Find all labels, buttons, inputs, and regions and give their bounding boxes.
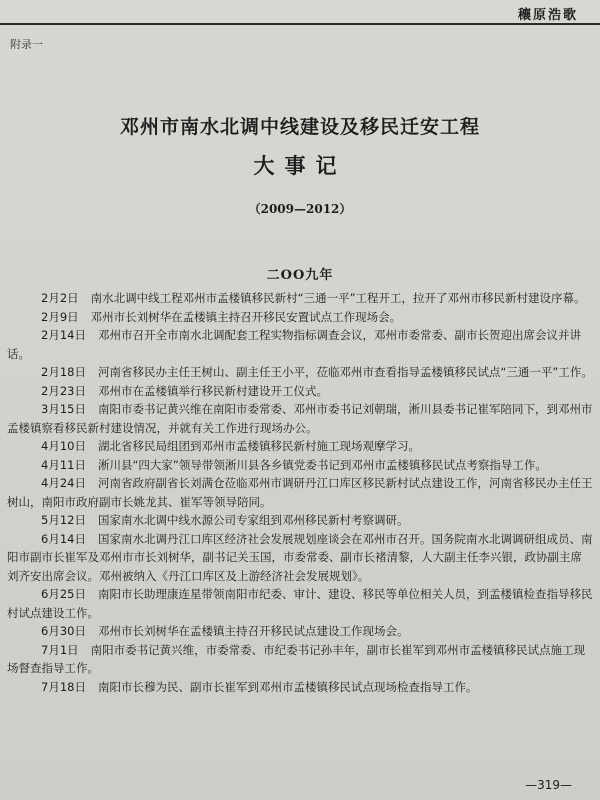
year-heading: 二OO九年 (266, 268, 334, 283)
event-text: 邓州市长刘树华在孟楼镇主持召开移民安置试点工作现场会。 (90, 309, 402, 324)
event-entry (7, 382, 593, 401)
running-head: 穰原浩歌 (517, 8, 578, 23)
event-text: 湖北省移民局组团到邓州市孟楼镇移民新村施工现场观摩学习。 (97, 439, 420, 453)
event-date: 2月23日 (41, 383, 86, 398)
event-text: 河南省移民办主任王树山、副主任王小平，莅临邓州市查看指导孟楼镇移民试点“三通一平”工作。 (97, 365, 593, 379)
event-date: 2月2日 (41, 291, 79, 305)
event-entry (7, 641, 593, 678)
event-date: 6月25日 (41, 587, 86, 601)
event-entry (7, 622, 593, 641)
event-entry (7, 400, 593, 437)
event-text: 南阳市长穆为民、副市长崔军到邓州市孟楼镇移民试点现场检查指导工作。 (97, 679, 478, 694)
event-entry (7, 511, 593, 530)
appendix-label: 附录一 (10, 38, 43, 51)
event-date: 5月12日 (41, 513, 86, 527)
event-text: 南水北调中线工程邓州市孟楼镇移民新村“三通一平”工程开工，拉开了邓州市移民新村建设序幕。 (90, 291, 586, 305)
event-text: 国家南水北调中线水源公司专家组到邓州移民新村考察调研。 (97, 513, 409, 527)
header-rule (0, 23, 600, 25)
event-date: 4月24日 (41, 476, 86, 490)
page-number: —319— (525, 778, 572, 792)
event-text: 淅川县“四大家”领导带领淅川县各乡镇党委书记到邓州市孟楼镇移民试点考察指导工作。 (97, 457, 547, 472)
event-date: 2月18日 (41, 365, 86, 379)
event-text: 南阳市长助理康连星带领南阳市纪委、审计、建设、移民等单位相关人员，到孟楼镇检查指导移民村试点建设工作。 (7, 587, 593, 620)
event-text: 南阳市委书记黄兴维，市委常委、市纪委书记孙丰年，副市长崔军到邓州市孟楼镇移民试点施工现场督查指导工作。 (7, 642, 586, 675)
event-text: 国家南水北调丹江口库区经济社会发展规划座谈会在邓州市召开。国务院南水北调调研组成员、南阳市副市长崔军及邓州市市长刘树华，副书记关玉国，市委常委、副市长褚清黎，人大副主任李兴银，政协副主席刘齐安出席会议。邓州被纳入《丹江口库区及上游经济社会发展规划》。 (7, 531, 593, 583)
event-text: 河南省政府副省长刘满仓莅临邓州市调研丹江口库区移民新村试点建设工作，河南省移民办主任王树山，南阳市政府副市长姚龙其、崔军等领导陪同。 (7, 476, 593, 509)
page-header (0, 0, 600, 30)
event-entry (7, 530, 593, 586)
event-date: 4月11日 (41, 457, 86, 472)
document-subtitle: 大事记 (253, 153, 347, 178)
event-date: 3月15日 (41, 402, 86, 416)
event-entry (7, 326, 593, 363)
event-list (7, 289, 593, 696)
event-date: 4月10日 (41, 439, 86, 453)
event-entry (7, 678, 593, 697)
event-text: 邓州市长刘树华在孟楼镇主持召开移民试点建设工作现场会。 (97, 624, 409, 638)
event-text: 邓州市在孟楼镇举行移民新村建设开工仪式。 (97, 383, 328, 398)
event-entry (7, 585, 593, 622)
event-date: 2月14日 (41, 328, 86, 342)
document-title: 邓州市南水北调中线建设及移民迁安工程 (119, 116, 480, 138)
event-date: 2月9日 (41, 309, 79, 324)
event-entry (7, 308, 593, 327)
event-date: 6月30日 (41, 624, 86, 638)
event-entry (7, 474, 593, 511)
event-text: 南阳市委书记黄兴维在南阳市委常委、邓州市委书记刘朝瑞，淅川县委书记崔军陪同下，到邓州市孟楼镇察看移民新村建设情况，并就有关工作进行现场办公。 (7, 402, 593, 435)
event-entry (7, 289, 593, 308)
event-entry (7, 363, 593, 382)
event-text: 邓州市召开全市南水北调配套工程实物指标调查会议，邓州市委常委、副市长贺迎出席会议并讲话。 (7, 328, 581, 361)
event-entry (7, 437, 593, 456)
event-date: 7月18日 (41, 679, 86, 694)
event-entry (7, 456, 593, 475)
event-date: 7月1日 (41, 642, 79, 657)
date-range: （2009—2012） (248, 202, 352, 216)
event-date: 6月14日 (41, 531, 86, 546)
